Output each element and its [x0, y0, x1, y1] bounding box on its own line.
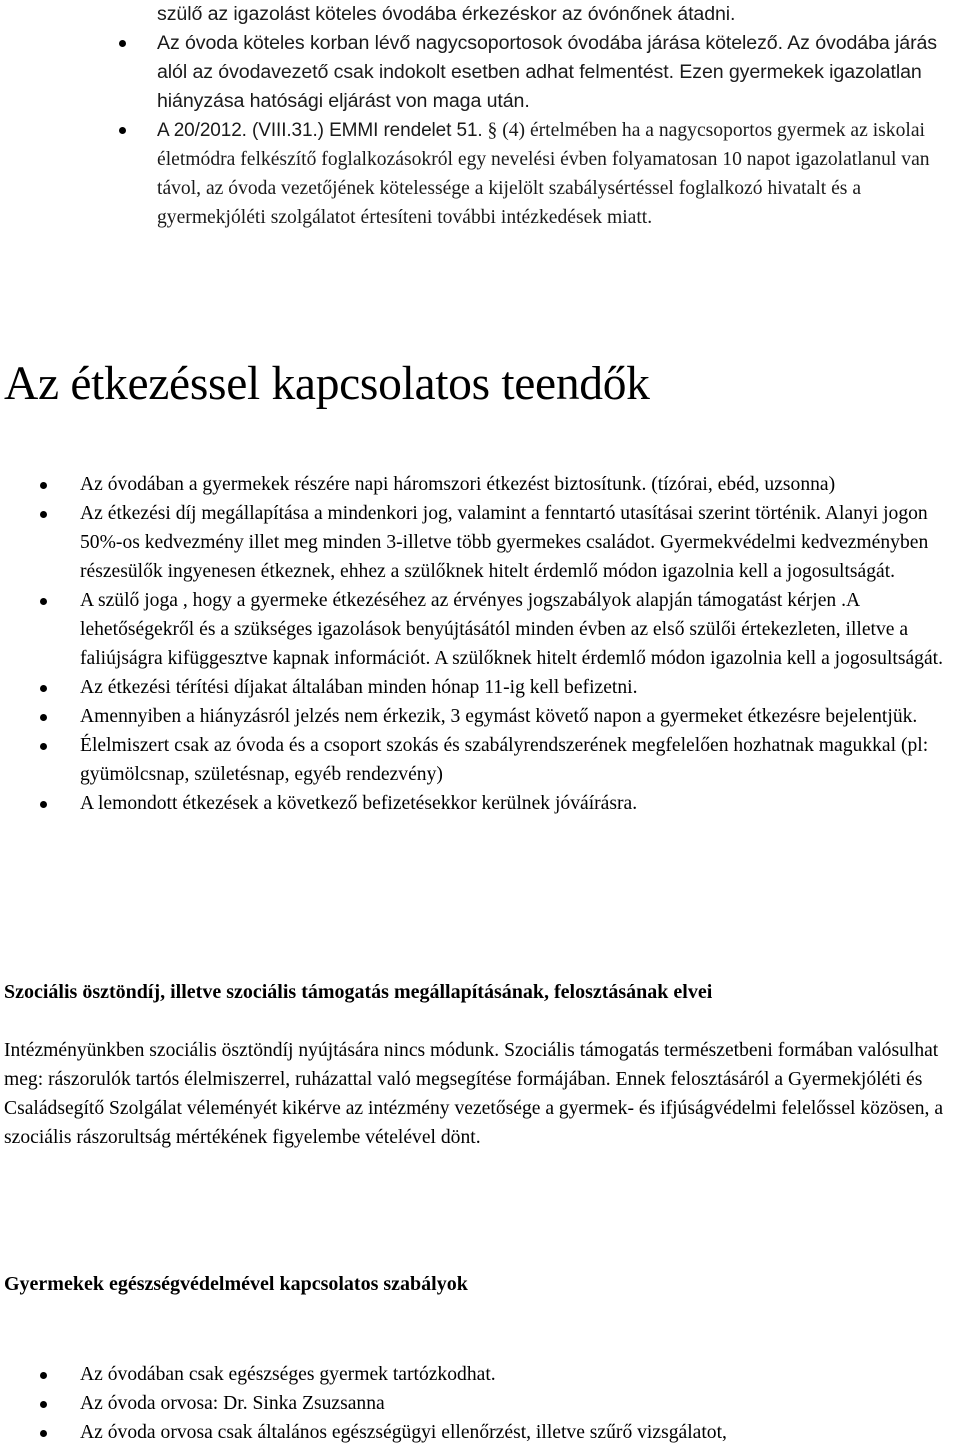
- list-item: [0, 673, 960, 702]
- list-item-text: § (4) értelmében ha a nagycsoportos gyermek az iskolai életmódra felkészítő foglalkozásokról egy nevelési évben folyamatosan 10 napot igazolatlanul van távol, az óvoda vezetőjének kötelessége a kijelölt szabálysértéssel foglalkozó hivatalt és a gyermekjóléti szolgálatot értesíteni további intézkedések miatt.: [157, 120, 930, 228]
- regulation-reference: A 20/2012. (VIII.31.) EMMI rendelet 51.: [157, 120, 483, 141]
- bullet-icon: [40, 598, 47, 605]
- list-item-text: Amennyiben a hiányzásról jelzés nem érkezik, 3 egymást követő napon a gyermeket étkezésre bejelentjük.: [80, 706, 918, 727]
- bullet-icon: [40, 714, 47, 721]
- health-bullet-list: [0, 1360, 960, 1447]
- section-heading-social: Szociális ösztöndíj, illetve szociális támogatás megállapításának, felosztásának elvei: [4, 981, 713, 1003]
- list-item: [0, 29, 960, 116]
- list-item-text: Az étkezési díj megállapítása a mindenkori jog, valamint a fenntartó utasításai szerint történik. Alanyi jogon 50%-os kedvezmény illet meg minden 3-illetve több gyermekes családot. Gyermekvédelmi kedvezményben részesülők ingyenesen étkeznek, ehhez a szülőknek hitelt érdemlő módon igazolnia kell a jogosultságát.: [80, 503, 929, 582]
- bullet-icon: [119, 127, 126, 134]
- list-item: [0, 702, 960, 731]
- bullet-icon: [40, 685, 47, 692]
- bullet-icon: [40, 801, 47, 808]
- section-heading-health: Gyermekek egészségvédelmével kapcsolatos szabályok: [4, 1273, 468, 1295]
- list-item-text: Élelmiszert csak az óvoda és a csoport szokás és szabályrendszerének megfelelően hozhatnak magukkal (pl: gyümölcsnap, születésnap, egyéb rendezvény): [80, 735, 929, 785]
- list-item: [0, 731, 960, 789]
- meal-bullet-list: [0, 470, 960, 818]
- top-bullet-list: [0, 0, 960, 232]
- list-item-text: A lemondott étkezések a következő befizetésekkor kerülnek jóváírásra.: [80, 793, 638, 814]
- bullet-icon: [40, 1401, 47, 1408]
- bullet-icon: [40, 743, 47, 750]
- bullet-icon: [119, 40, 126, 47]
- list-item-text: Az óvodában csak egészséges gyermek tartózkodhat.: [80, 1364, 496, 1385]
- bullet-icon: [40, 1372, 47, 1379]
- list-item: [0, 0, 960, 29]
- bullet-icon: [40, 482, 47, 489]
- list-item: [0, 116, 960, 232]
- social-paragraph: Intézményünkben szociális ösztöndíj nyújtására nincs módunk. Szociális támogatás természetbeni formában valósulhat meg: rászorulók tartós élelmiszerrel, ruházattal való megsegítése formájában. Ennek felosztásáról a Gyermekjóléti és Családsegítő Szolgálat véleményét kikérve az intézmény vezetősége a gyermek- és ifjúságvédelmi felelőssel közösen, a szociális rászorultság mértékének figyelembe vételével dönt.: [4, 1040, 944, 1148]
- list-item-text: Az óvodában a gyermekek részére napi háromszori étkezést biztosítunk. (tízórai, ebéd, uzsonna): [80, 474, 836, 495]
- bullet-icon: [40, 1430, 47, 1437]
- list-item-text: szülő az igazolást köteles óvodába érkezéskor az óvónőnek átadni.: [157, 3, 736, 25]
- list-item-text: A szülő joga , hogy a gyermeke étkezéséhez az érvényes jogszabályok alapján támogatást kérjen .A lehetőségekről és a szükséges igazolások benyújtásától minden évben az első szülői értekezleten, illetve a faliújságra kifüggesztve kapnak információt. A szülőknek hitelt érdemlő módon igazolnia kell a jogosultságát.: [80, 590, 943, 669]
- list-item: [0, 1360, 960, 1389]
- list-item: [0, 1418, 960, 1447]
- bullet-icon: [40, 511, 47, 518]
- list-item-text: Az étkezési térítési díjakat általában minden hónap 11-ig kell befizetni.: [80, 677, 638, 698]
- list-item-text: Az óvoda orvosa csak általános egészségügyi ellenőrzést, illetve szűrő vizsgálatot,: [80, 1422, 727, 1443]
- list-item-text: Az óvoda orvosa: Dr. Sinka Zsuzsanna: [80, 1393, 385, 1414]
- list-item: [0, 789, 960, 818]
- list-item: [0, 1389, 960, 1418]
- list-item: [0, 586, 960, 673]
- list-item-text: Az óvoda köteles korban lévő nagycsoportosok óvodába járása kötelező. Az óvodába járás alól az óvodavezető csak indokolt esetben adhat felmentést. Ezen gyermekek igazolatlan hiányzása hatósági eljárást von maga után.: [157, 32, 938, 112]
- section-heading-meals: Az étkezéssel kapcsolatos teendők: [4, 358, 650, 410]
- list-item: [0, 499, 960, 586]
- list-item: [0, 470, 960, 499]
